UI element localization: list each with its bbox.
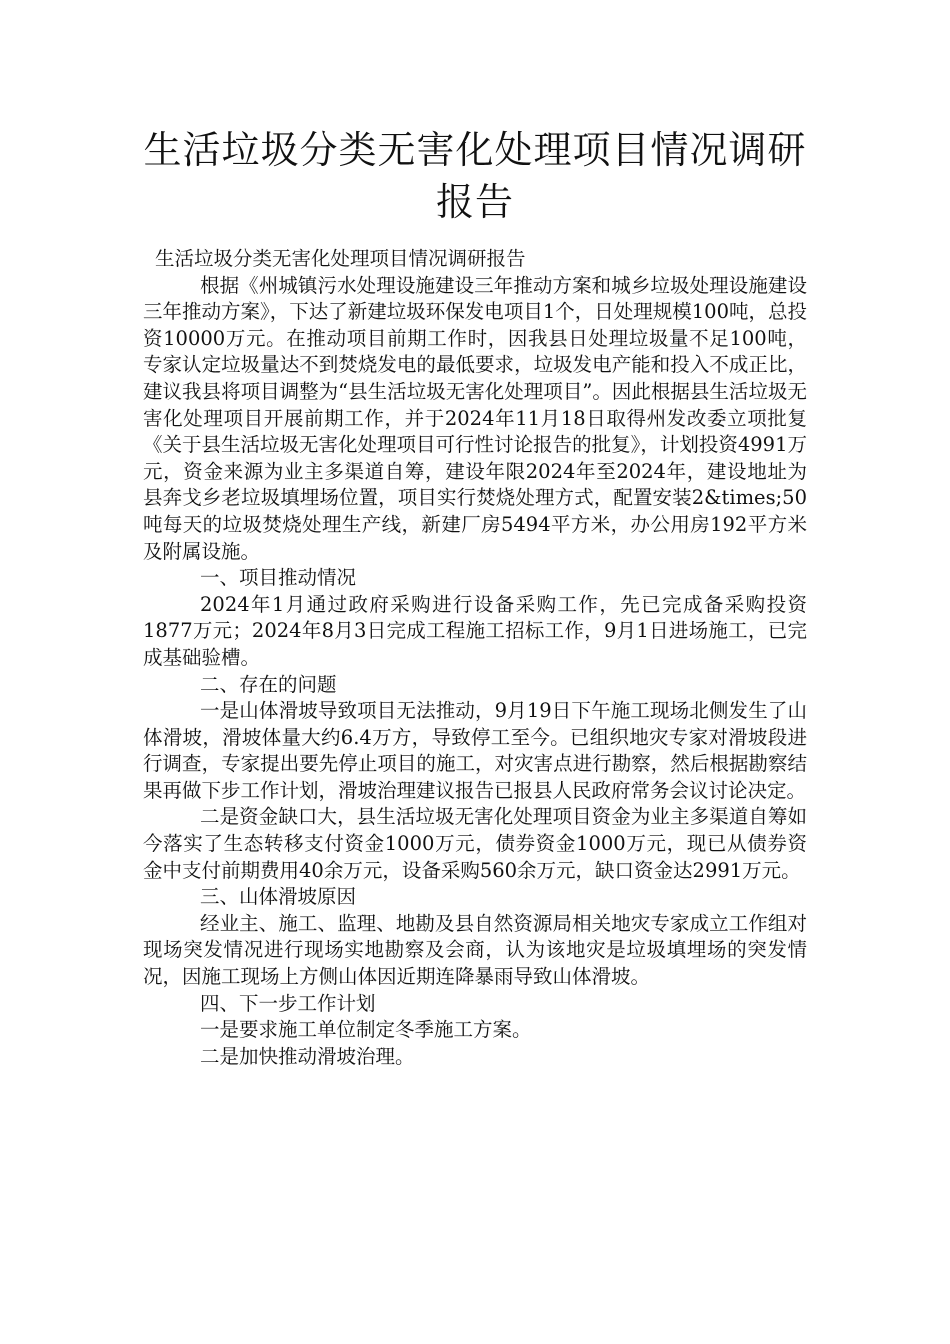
section-heading-landslide-cause: 三、山体滑坡原因 — [200, 885, 357, 909]
paragraph-next-step-1: 一是要求施工单位制定冬季施工方案。 — [200, 1018, 532, 1042]
document-subtitle: 生活垃圾分类无害化处理项目情况调研报告 — [155, 247, 526, 270]
paragraph-problem-landslide: 一是山体滑坡导致项目无法推动，9月19日下午施工现场北侧发生了山体滑坡，滑坡体量大约6.4万方，导致停工至今。已组织地灾专家对滑坡段进行调查，专家提出要先停止项目的施工，对灾害点进行勘察，然后根据勘察结果再做下步工作计划，滑坡治理建议报告已报县人民政府常务会议讨论决定。 — [143, 699, 807, 802]
section-heading-problems: 二、存在的问题 — [200, 672, 337, 696]
paragraph-landslide-cause: 经业主、施工、监理、地勘及县自然资源局相关地灾专家成立工作组对现场突发情况进行现场实地勘察及会商，认为该地灾是垃圾填埋场的突发情况，因施工现场上方侧山体因近期连降暴雨导致山体滑坡。 — [143, 911, 807, 989]
document-title: 生活垃圾分类无害化处理项目情况调研报告 — [143, 128, 807, 224]
paragraph-next-step-2: 二是加快推动滑坡治理。 — [200, 1044, 415, 1068]
paragraph-intro: 根据《州城镇污水处理设施建设三年推动方案和城乡垃圾处理设施建设三年推动方案》，下达了新建垃圾环保发电项目1个，日处理规模100吨，总投资10000万元。在推动项目前期工作时，因我县日处理垃圾量不足100吨，专家认定垃圾量达不到焚烧发电的最低要求，垃圾发电产能和投入不成正比，建议我县将项目调整为“县生活垃圾无害化处理项目”。因此根据县生活垃圾无害化处理项目开展前期工作，并于2024年11月18日取得州发改委立项批复《关于县生活垃圾无害化处理项目可行性讨论报告的批复》，计划投资4991万元，资金来源为业主多渠道自筹，建设年限2024年至2024年，建设地址为县奔戈乡老垃圾填埋场位置，项目实行焚烧处理方式，配置安装2&times;50吨每天的垃圾焚烧处理生产线，新建厂房5494平方米，办公用房192平方米及附属设施。 — [143, 273, 807, 563]
section-heading-progress: 一、项目推动情况 — [200, 566, 357, 590]
paragraph-progress: 2024年1月通过政府采购进行设备采购工作，先已完成备采购投资1877万元；2024年8月3日完成工程施工招标工作，9月1日进场施工，已完成基础验槽。 — [143, 592, 807, 669]
section-heading-next-steps: 四、下一步工作计划 — [200, 991, 376, 1015]
document-body — [143, 246, 807, 1070]
paragraph-problem-funding: 二是资金缺口大，县生活垃圾无害化处理项目资金为业主多渠道自筹如今落实了生态转移支付资金1000万元，债券资金1000万元，现已从债券资金中支付前期费用40余万元，设备采购560余万元，缺口资金达2991万元。 — [143, 805, 807, 882]
